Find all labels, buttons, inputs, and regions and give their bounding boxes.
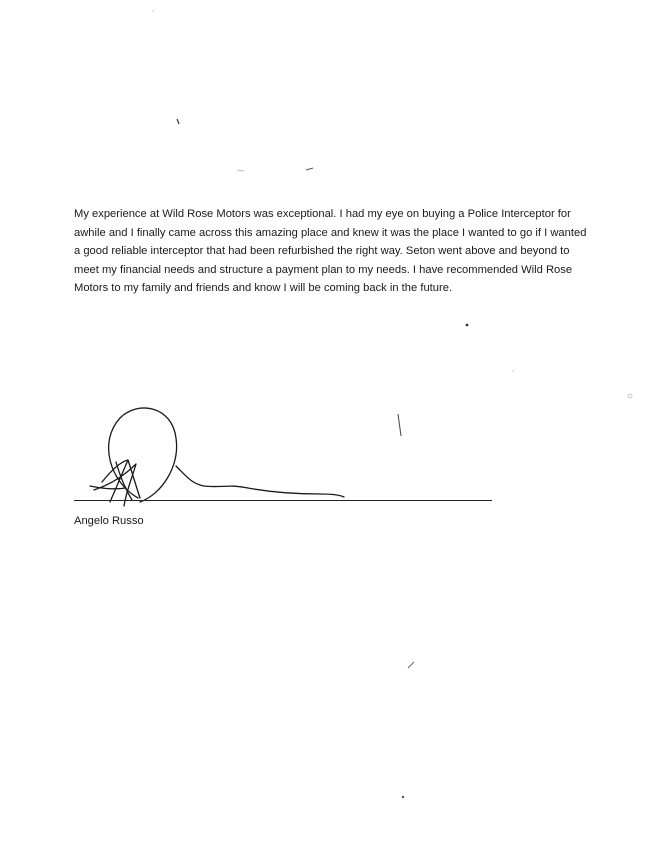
- handwritten-signature: [80, 402, 360, 514]
- scan-speck: [406, 660, 416, 670]
- scan-speck: [464, 322, 470, 328]
- scan-speck: [626, 392, 634, 400]
- scan-speck: [396, 412, 404, 440]
- scan-speck: [236, 167, 246, 173]
- scan-speck: [150, 8, 156, 14]
- signer-name: Angelo Russo: [74, 515, 144, 527]
- signature-line: [74, 500, 492, 501]
- scan-speck: [176, 118, 182, 126]
- scan-speck: [510, 368, 516, 374]
- scan-speck: [305, 166, 315, 172]
- scan-speck: [400, 794, 406, 800]
- letter-body-text: My experience at Wild Rose Motors was exceptional. I had my eye on buying a Police Interceptor for awhile and I finally came across this amazing place and knew it was the place I wanted to go if I wanted a good reliable interceptor that had been refurbished the right way. Seton went above and beyond to meet my financial needs and structure a payment plan to my needs. I have recommended Wild Rose Motors to my family and friends and know I will be coming back in the future.: [74, 208, 587, 294]
